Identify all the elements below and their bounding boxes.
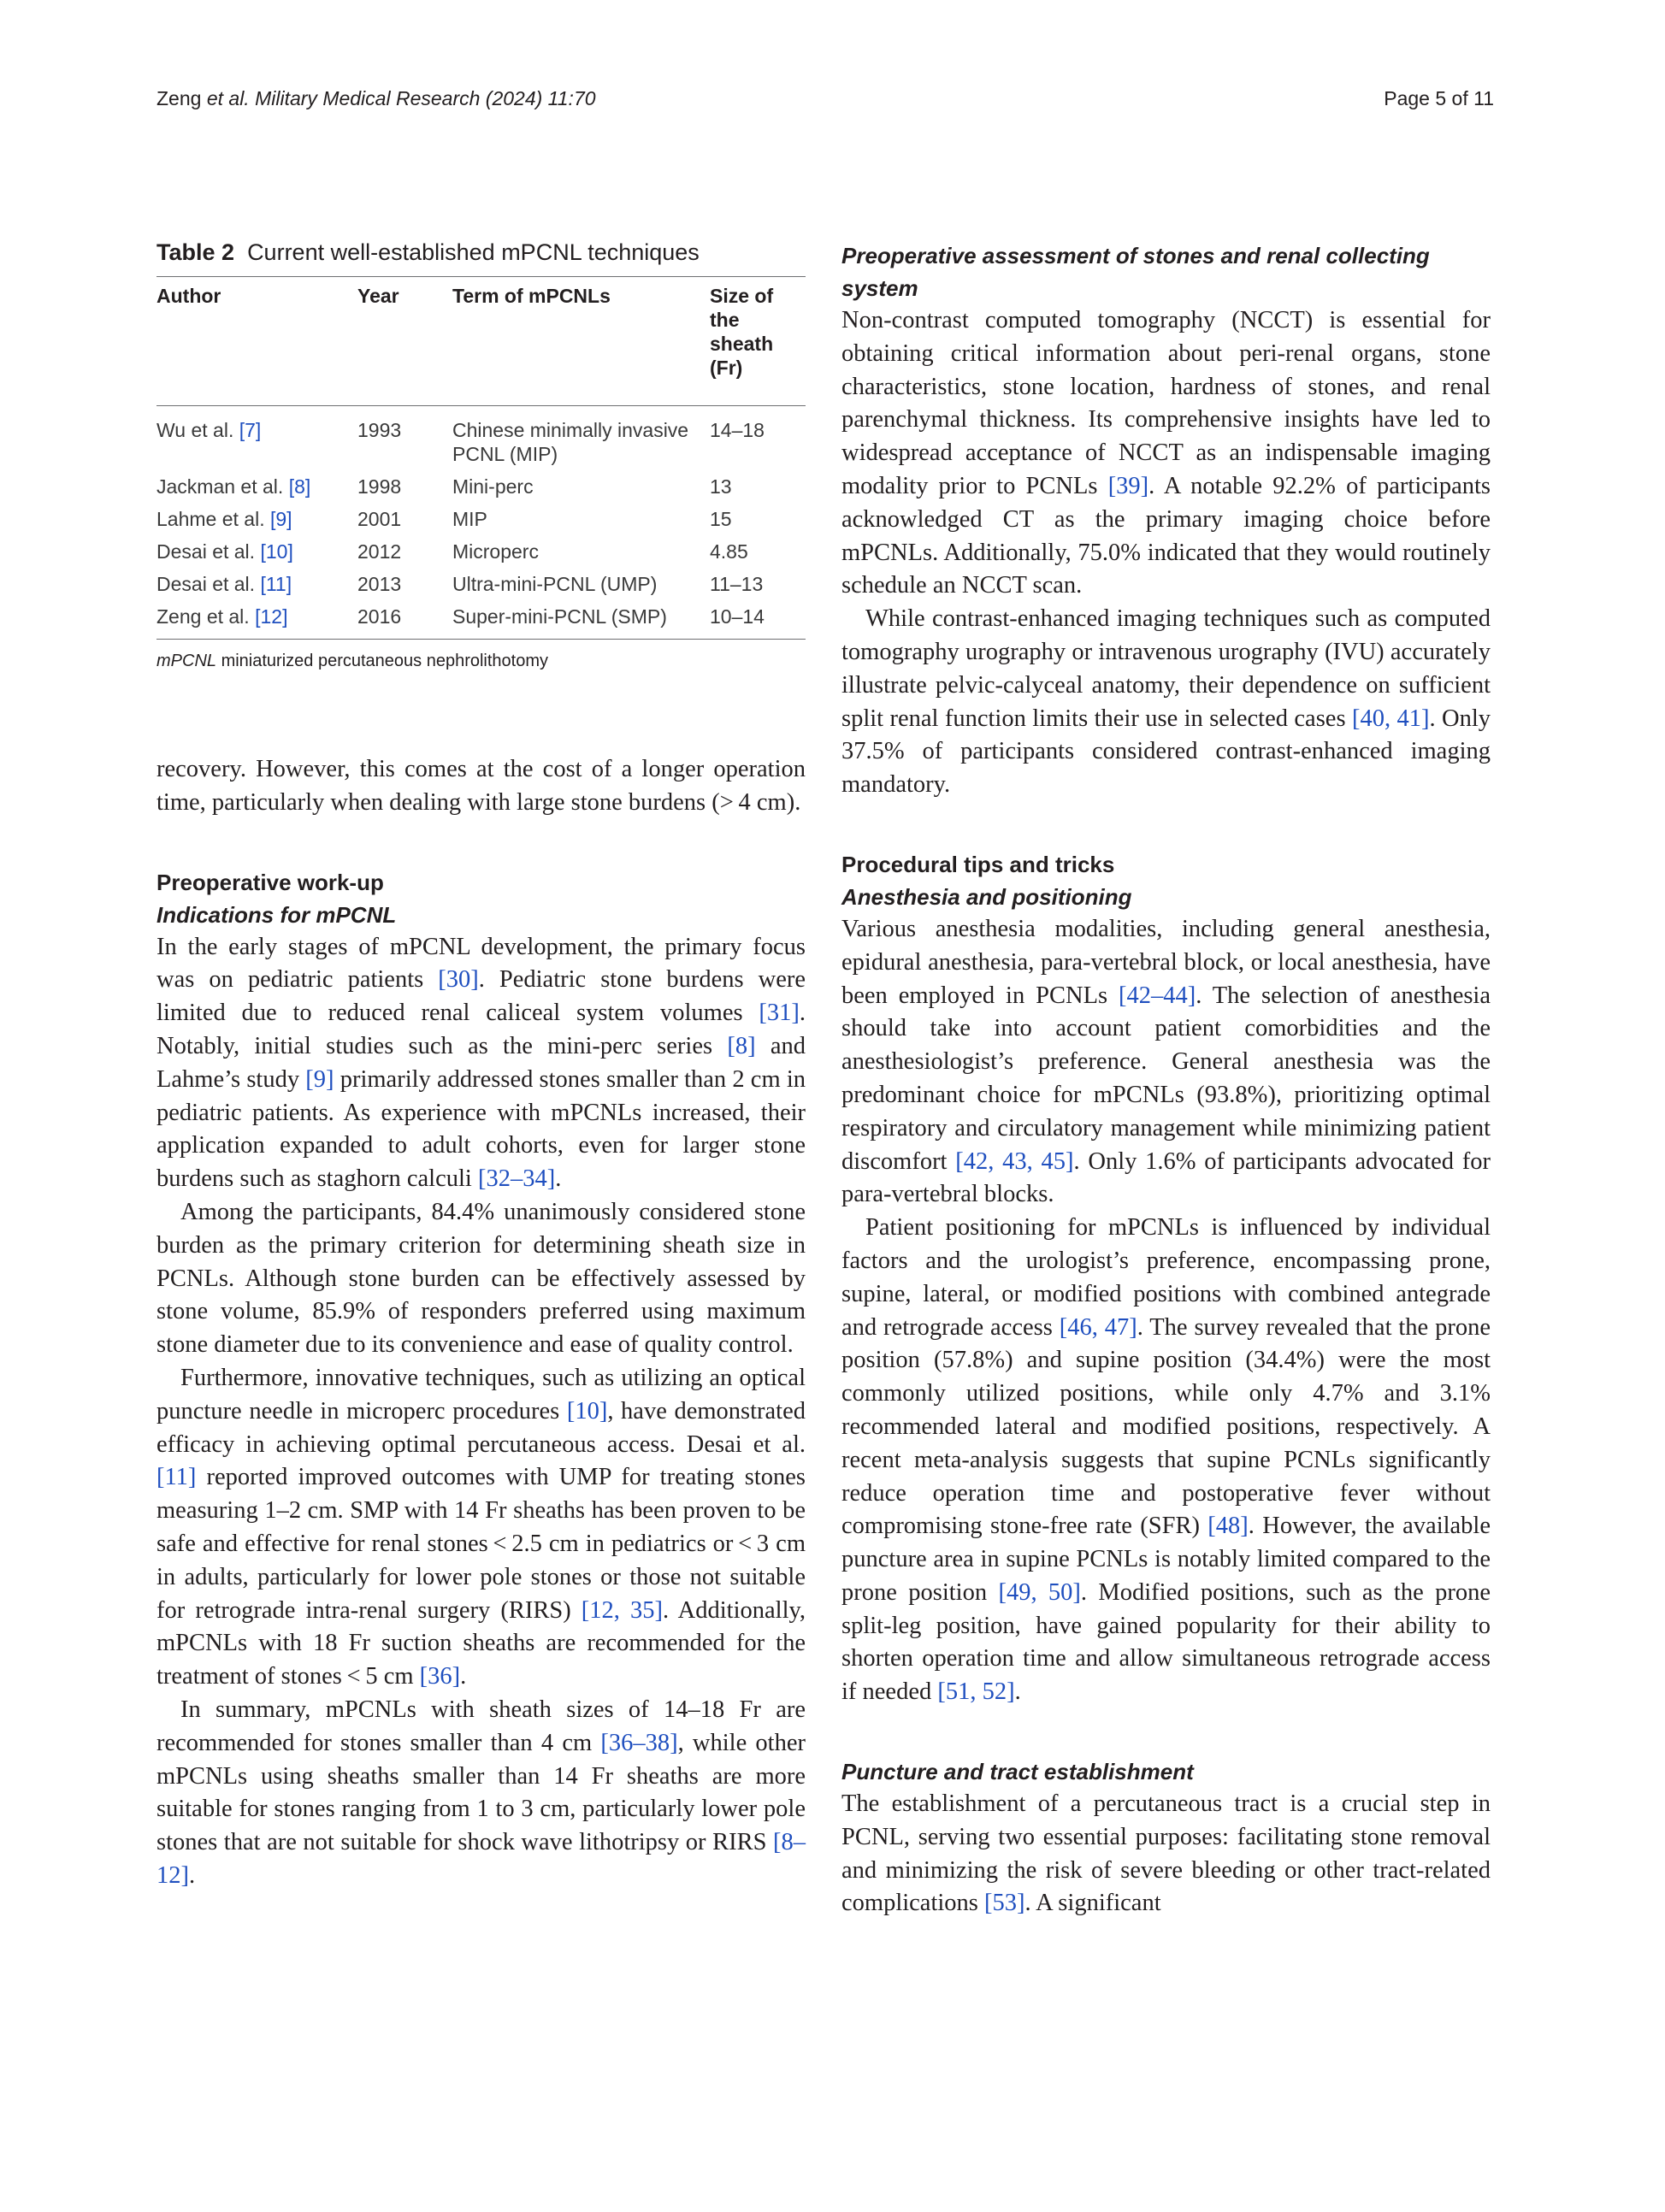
paragraph-positioning: Patient positioning for mPCNLs is influenced by individual factors and the urologist’s preference, encompassing prone, supine, lateral, or modified positions with combined antegrade and retrograde access [46, 47]. The survey revealed that the prone position (57.8%) and supine position (34.4%) were the most commonly utilized positions, while only 4.7% and 3.1% recommended lateral and modified positions, respectively. A recent meta-analysis suggests that supine PCNLs significantly reduce operation time and postoperative fever without compromising stone-free rate (SFR) [48]. However, the available puncture area in supine PCNLs is notably limited compared to the prone position [49, 50]. Modified positions, such as the prone split-leg position, have gained popularity for their ability to shorten operation time and allow simultaneous retrograde access if needed [51, 52]. — [841, 1214, 1491, 1706]
cell-year: 2016 — [357, 599, 452, 640]
cell-year: 1998 — [357, 475, 402, 498]
citation-link[interactable]: [36] — [419, 1663, 461, 1690]
cell-year: 2013 — [357, 573, 402, 595]
subsection-heading-assessment: Preoperative assessment of stones and renal collecting system — [841, 243, 1430, 301]
cell-term: Chinese minimally invasive PCNL (MIP) — [452, 419, 689, 465]
col-header-author: Author — [156, 277, 357, 406]
citation-link[interactable]: [8] — [288, 475, 311, 498]
table-row — [156, 599, 806, 640]
subsection-heading-anesthesia: Anesthesia and positioning — [841, 883, 1132, 910]
cell-author: Jackman et al. [8] — [156, 475, 311, 498]
citation-link[interactable]: [7] — [239, 419, 262, 441]
citation-link[interactable]: [8–12] — [156, 1829, 806, 1889]
paragraph-recovery: recovery. However, this comes at the cost of a longer operation time, particularly when dealing with large stone burdens (> 4 cm). — [156, 756, 806, 816]
subsection-heading-indications: Indications for mPCNL — [156, 901, 397, 928]
running-head — [156, 87, 1494, 110]
cell-size: 14–18 — [710, 419, 765, 441]
section-heading-workup: Preoperative work-up — [156, 869, 384, 895]
right-column — [841, 239, 1491, 1920]
col-header-size: Size of the sheath (Fr) — [710, 277, 806, 406]
running-head-citation: Zeng et al. Military Medical Research (2024) 11:70 — [156, 87, 596, 109]
citation-link[interactable]: [49, 50] — [998, 1578, 1081, 1606]
cell-term: Ultra-mini-PCNL (UMP) — [452, 573, 658, 595]
table-row — [156, 502, 806, 534]
citation-link[interactable]: [12] — [255, 605, 288, 628]
cell-author: Desai et al. [10] — [156, 540, 293, 563]
citation-link[interactable]: [39] — [1107, 472, 1149, 499]
left-column — [156, 239, 806, 1893]
table-caption — [156, 239, 806, 266]
table-row — [156, 534, 806, 567]
cell-year: 1993 — [357, 419, 402, 441]
paragraph-puncture: The establishment of a percutaneous tract is a crucial step in PCNL, serving two essential purposes: facilitating stone removal and minimizing the risk of severe bleeding or other tract-related complications [53]. A significant — [841, 1790, 1491, 1917]
citation-link[interactable]: [8] — [727, 1032, 756, 1059]
cell-size: 10–14 — [710, 599, 806, 640]
cell-author: Desai et al. [11] — [156, 573, 292, 595]
citation-link[interactable]: [30] — [438, 966, 479, 994]
citation-link[interactable]: [11] — [156, 1464, 197, 1491]
citation-link[interactable]: [46, 47] — [1059, 1313, 1137, 1341]
cell-size: 13 — [710, 475, 732, 498]
citation-link[interactable]: [11] — [260, 573, 292, 595]
table-row — [156, 567, 806, 599]
paragraph-summary: In summary, mPCNLs with sheath sizes of 14–18 Fr are recommended for stones smaller than 4 cm [36–38], while other mPCNLs using sheaths smaller than 14 Fr sheaths are more suitable for stones ranging from 1 to 3 cm, particularly lower pole stones that are not suitable for shock wave lithotripsy or RIRS [8–12]. — [156, 1696, 806, 1889]
table-footnote: mPCNL miniaturized percutaneous nephrolithotomy — [156, 652, 549, 670]
citation-link[interactable]: [12, 35] — [581, 1596, 664, 1624]
citation-link[interactable]: [10] — [260, 540, 293, 563]
cell-year: 2001 — [357, 508, 402, 530]
section-heading-tips: Procedural tips and tricks — [841, 851, 1115, 877]
table-row — [156, 406, 806, 470]
cell-term: MIP — [452, 508, 487, 530]
col-header-year: Year — [357, 277, 452, 406]
citation-link[interactable]: [9] — [305, 1065, 334, 1093]
citation-link[interactable]: [10] — [566, 1397, 608, 1425]
cell-author: Wu et al. [7] — [156, 419, 262, 441]
citation-link[interactable]: [36–38] — [600, 1729, 678, 1756]
subsection-heading-puncture: Puncture and tract establishment — [841, 1759, 1194, 1785]
table-label: Table 2 — [156, 239, 235, 265]
cell-author: Zeng et al. [12] — [156, 599, 357, 640]
paragraph-contrast: While contrast-enhanced imaging techniques such as computed tomography urography or intravenous urography (IVU) accurately illustrate pelvic-calyceal anatomy, their dependence on sufficient split renal function limits their use in selected cases [40, 41]. Only 37.5% of participants considered contrast-enhanced imaging mandatory. — [841, 605, 1491, 799]
table-header-row — [156, 277, 806, 406]
cell-term: Mini-perc — [452, 475, 534, 498]
citation-link[interactable]: [31] — [759, 1000, 800, 1027]
table-title: Current well-established mPCNL techniques — [247, 239, 700, 265]
paragraph-furthermore: Furthermore, innovative techniques, such as utilizing an optical puncture needle in microperc procedures [10], have demonstrated efficacy in achieving optimal percutaneous access. Desai et al. [11] reported improved outcomes with UMP for treating stones measuring 1–2 cm. SMP with 14 Fr sheaths has been proven to be safe and effective for renal stones < 2.5 cm in pediatrics or < 3 cm in adults, particularly for lower pole stones or those not suitable for retrograde intra-renal surgery (RIRS) [12, 35]. Additionally, mPCNLs with 18 Fr suction sheaths are recommended for the treatment of stones < 5 cm [36]. — [156, 1364, 806, 1690]
cell-year: 2012 — [357, 540, 402, 563]
cell-author: Lahme et al. [9] — [156, 508, 292, 530]
techniques-table — [156, 276, 806, 640]
col-header-term: Term of mPCNLs — [452, 277, 710, 406]
paragraph-among: Among the participants, 84.4% unanimously considered stone burden as the primary criterion for determining sheath size in PCNLs. Although stone burden can be effectively assessed by stone volume, 85.9% of responders preferred using maximum stone diameter due to its convenience and ease of quality control. — [156, 1198, 806, 1359]
citation-link[interactable]: [51, 52] — [937, 1678, 1015, 1706]
cell-size: 11–13 — [710, 573, 764, 595]
paragraph-ncct: Non-contrast computed tomography (NCCT) is essential for obtaining critical information about peri-renal organs, stone characteristics, stone location, hardness of stones, and renal parenchymal thickness. Its comprehensive insights have led to widespread acceptance of NCCT as an indispensable imaging modality prior to PCNLs [39]. A notable 92.2% of participants acknowledged CT as the primary imaging choice before mPCNLs. Additionally, 75.0% indicated that they would routinely schedule an NCCT scan. — [841, 307, 1491, 599]
citation-link[interactable]: [42, 43, 45] — [955, 1147, 1074, 1175]
cell-term: Super-mini-PCNL (SMP) — [452, 599, 710, 640]
table-row — [156, 469, 806, 502]
paragraph-indications: In the early stages of mPCNL development, the primary focus was on pediatric patients [30]. Pediatric stone burdens were limited due to reduced renal caliceal system volumes [31]. Notably, initial studies such as the mini-perc series [8] and Lahme’s study [9] primarily addressed stones smaller than 2 cm in pediatric patients. As experience with mPCNLs increased, their application expanded to adult cohorts, even for larger stone burdens such as staghorn calculi [32–34]. — [156, 933, 806, 1193]
citation-link[interactable]: [53] — [984, 1890, 1025, 1917]
cell-size: 15 — [710, 508, 732, 530]
paragraph-anesthesia: Various anesthesia modalities, including general anesthesia, epidural anesthesia, para-vertebral block, or local anesthesia, have been employed in PCNLs [42–44]. The selection of anesthesia should take into account patient comorbidities and the anesthesiologist’s preference. General anesthesia was the predominant choice for mPCNLs (93.8%), prioritizing optimal respiratory and circulatory management while minimizing patient discomfort [42, 43, 45]. Only 1.6% of participants advocated for para-vertebral blocks. — [841, 915, 1491, 1208]
citation-link[interactable]: [40, 41] — [1351, 705, 1430, 732]
citation-link[interactable]: [9] — [269, 508, 292, 530]
citation-link[interactable]: [32–34] — [477, 1165, 556, 1193]
cell-term: Microperc — [452, 540, 539, 563]
page-number: Page 5 of 11 — [1384, 87, 1494, 109]
cell-size: 4.85 — [710, 540, 748, 563]
citation-link[interactable]: [48] — [1207, 1513, 1249, 1540]
citation-link[interactable]: [42–44] — [1119, 982, 1196, 1009]
